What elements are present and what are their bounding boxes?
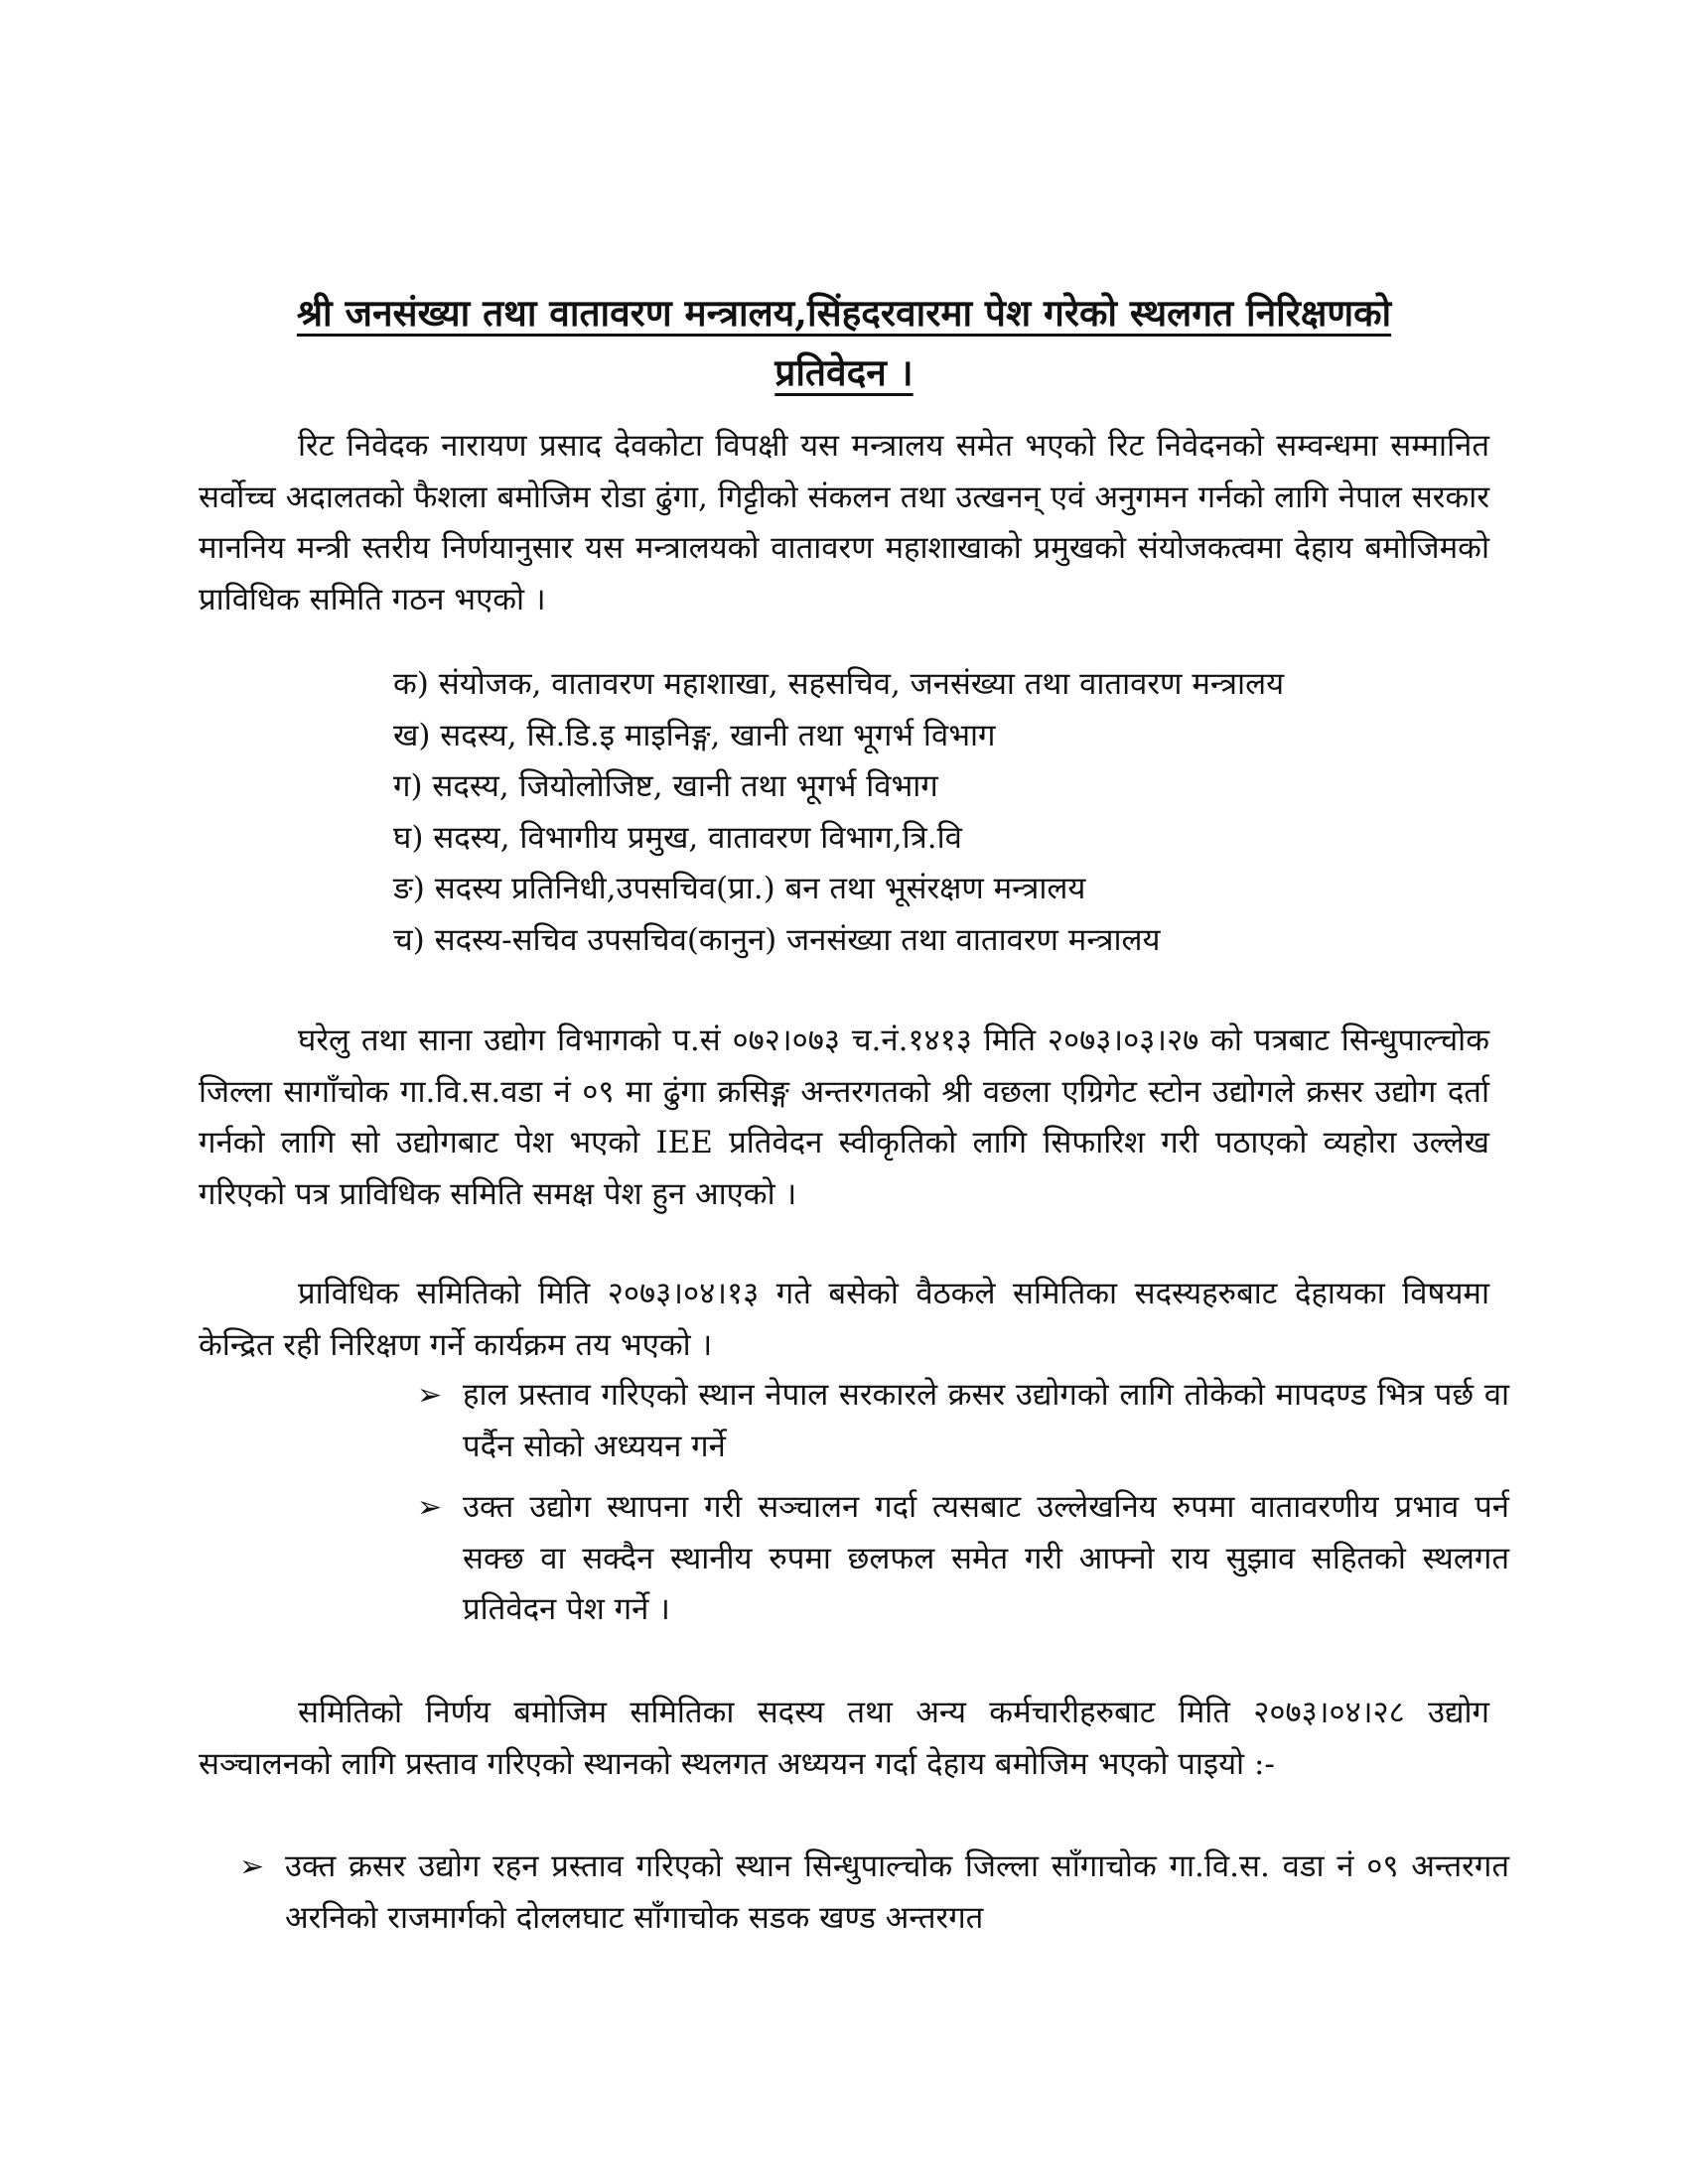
paragraph-meeting: प्राविधिक समितिको मिति २०७३।०४।१३ गते बसेको वैठकले समितिका सदस्यहरुबाट देहायका विषयमा केन्द्रित रही निरिक्षण गर्ने कार्यक्रम तय भएको । xyxy=(199,1276,1489,1363)
committee-member: क) संयोजक, वातावरण महाशाखा, सहसचिव, जनसंख्या तथा वातावरण मन्त्रालय xyxy=(393,666,1285,702)
committee-list xyxy=(393,659,1485,966)
list-item-text: उक्त क्रसर उद्योग रहन प्रस्ताव गरिएको स्थान सिन्धुपाल्चोक जिल्ला साँगाचोक गा.वि.स. वडा नं ०९ अन्तरगत अरनिको राजमार्गको दोललघाट साँगाचोक सडक खण्ड अन्तरगत xyxy=(285,1848,1509,1936)
inspection-topics-list xyxy=(417,1370,1509,1646)
document-title xyxy=(199,283,1489,402)
arrow-bullet-icon: ➢ xyxy=(239,1849,265,1884)
committee-member: घ) सदस्य, विभागीय प्रमुख, वातावरण विभाग,त्रि.वि xyxy=(393,819,962,856)
title-line-1: श्री जनसंख्या तथा वातावरण मन्त्रालय,सिंहदरवारमा पेश गरेको स्थलगत निरिक्षणको xyxy=(296,291,1392,335)
list-item xyxy=(239,1842,1509,1944)
committee-member: च) सदस्य-सचिव उपसचिव(कानुन) जनसंख्या तथा वातावरण मन्त्रालय xyxy=(393,921,1161,958)
list-item-text: हाल प्रस्ताव गरिएको स्थान नेपाल सरकारले क्रसर उद्योगको लागि तोकेको मापदण्ड भित्र पर्छ वा पर्दैन सोको अध्ययन गर्ने xyxy=(463,1377,1509,1464)
title-line-2: प्रतिवेदन । xyxy=(774,350,914,394)
list-item-text: उक्त उद्योग स्थापना गरी सञ्चालन गर्दा त्यसबाट उल्लेखनिय रुपमा वातावरणीय प्रभाव पर्न सक्छ वा सक्दैन स्थानीय रुपमा छलफल समेत गरी आफ्नो राय सुझाव सहितको स्थलगत प्रतिवेदन पेश गर्ने । xyxy=(463,1489,1509,1627)
arrow-bullet-icon: ➢ xyxy=(417,1378,443,1413)
arrow-bullet-icon: ➢ xyxy=(417,1490,443,1525)
committee-member: ग) सदस्य, जियोलोजिष्ट, खानी तथा भूगर्भ विभाग xyxy=(393,768,938,804)
committee-member: ख) सदस्य, सि.डि.इ माइनिङ्ग, खानी तथा भूगर्भ विभाग xyxy=(393,717,996,753)
list-item xyxy=(417,1370,1509,1472)
findings-list xyxy=(239,1842,1509,1954)
paragraph-intro: रिट निवेदक नारायण प्रसाद देवकोटा विपक्षी यस मन्त्रालय समेत भएको रिट निवेदनको सम्वन्धमा सम्मानित सर्वोच्च अदालतको फैशला बमोजिम रोडा ढुंगा, गिट्टीको संकलन तथा उत्खनन् एवं अनुगमन गर्नको लागि नेपाल सरकार माननिय मन्त्री स्तरीय निर्णयानुसार यस मन्त्रालयको वातावरण महाशाखाको प्रमुखको संयोजकत्वमा देहाय बमोजिमको प्राविधिक समिति गठन भएको । xyxy=(199,428,1489,617)
list-item xyxy=(417,1482,1509,1636)
paragraph-letter: घरेलु तथा साना उद्योग विभागको प.सं ०७२।०७३ च.नं.१४१३ मिति २०७३।०३।२७ को पत्रबाट सिन्धुपाल्चोक जिल्ला सागाँचोक गा.वि.स.वडा नं ०९ मा ढुंगा क्रसिङ्ग अन्तरगतको श्री वछला एग्रिगेट स्टोन उद्योगले क्रसर उद्योग दर्ता गर्नको लागि सो उद्योगबाट पेश भएको IEE प्रतिवेदन स्वीकृतिको लागि सिफारिश गरी पठाएको व्यहोरा उल्लेख गरिएको पत्र प्राविधिक समिति समक्ष पेश हुन आएको । xyxy=(199,1023,1489,1212)
committee-member: ङ) सदस्य प्रतिनिधी,उपसचिव(प्रा.) बन तथा भूसंरक्षण मन्त्रालय xyxy=(393,871,1086,906)
paragraph-findings: समितिको निर्णय बमोजिम समितिका सदस्य तथा अन्य कर्मचारीहरुबाट मिति २०७३।०४।२८ उद्योग सञ्चालनको लागि प्रस्ताव गरिएको स्थानको स्थलगत अध्ययन गर्दा देहाय बमोजिम भएको पाइयो :- xyxy=(199,1695,1489,1782)
